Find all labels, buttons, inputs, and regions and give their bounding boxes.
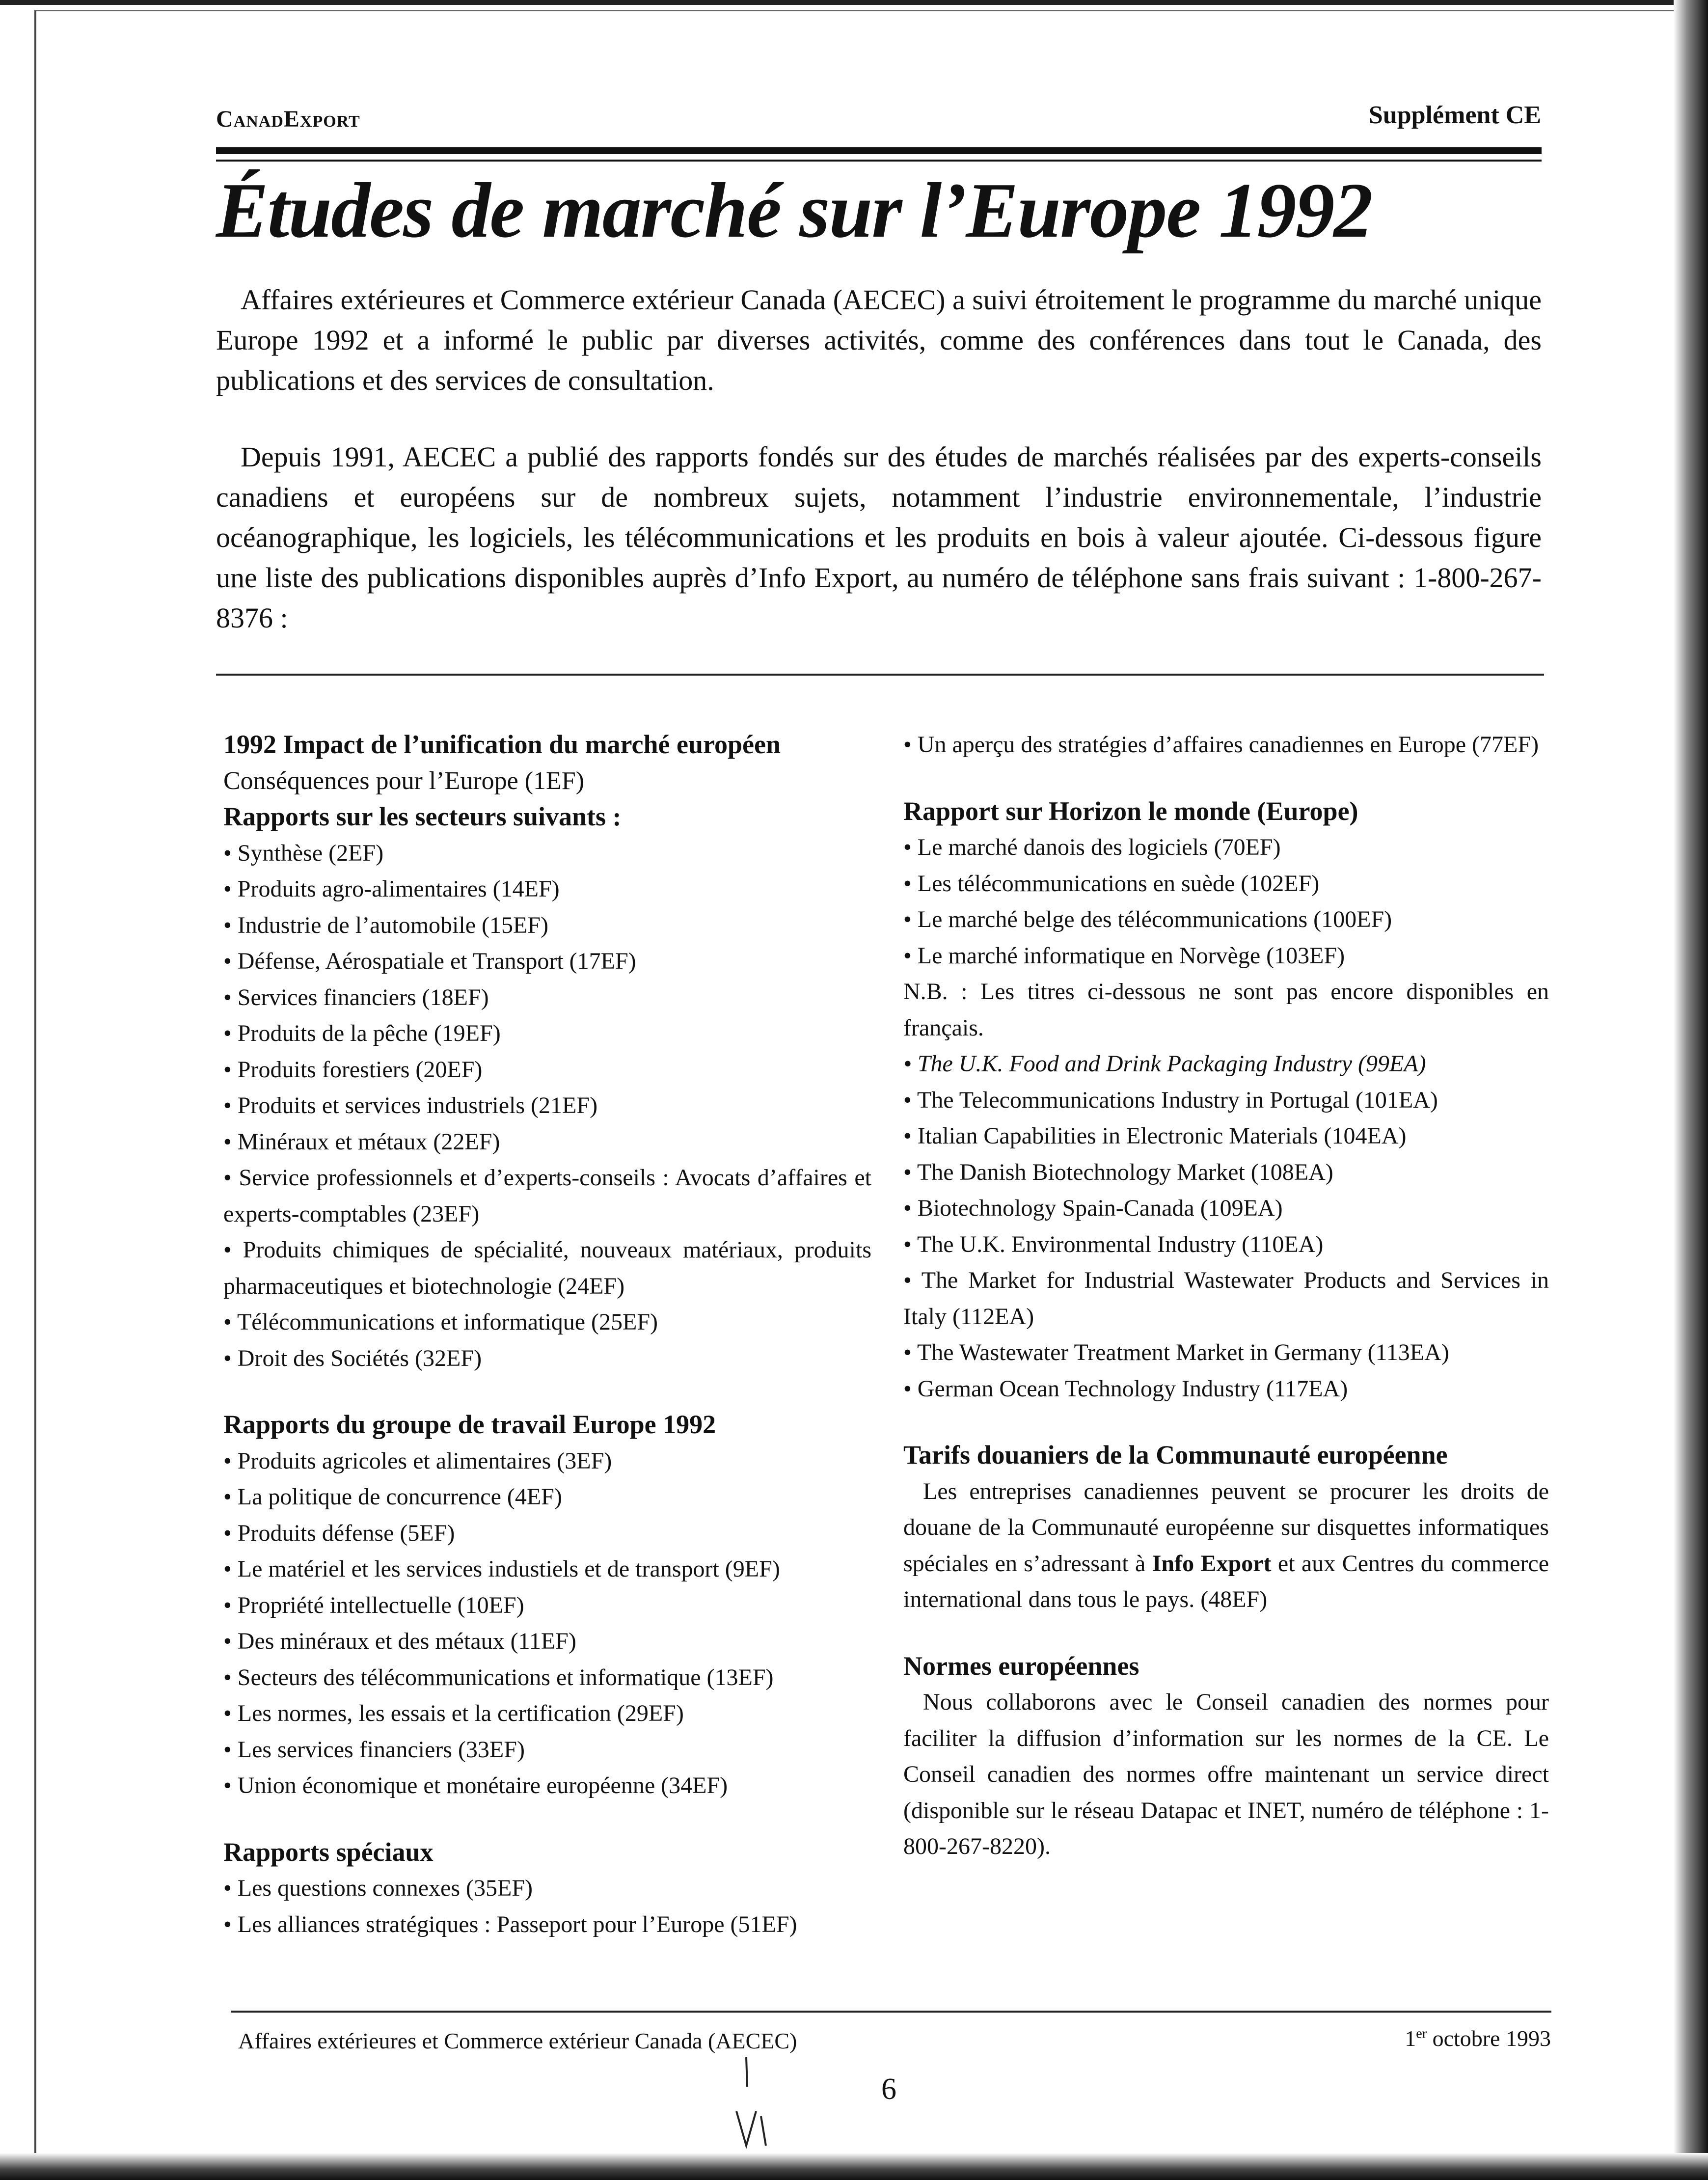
section-divider bbox=[216, 674, 1544, 676]
right-column bbox=[903, 727, 1549, 1865]
spacer bbox=[903, 1618, 1549, 1648]
list-item: • Produits agro-alimentaires (14EF) bbox=[223, 876, 560, 902]
list-item: • The U.K. Food and Drink Packaging Industry (99EA) bbox=[903, 1051, 1426, 1077]
scan-top-edge bbox=[0, 0, 1708, 5]
spacer bbox=[223, 1376, 871, 1407]
list-item: • Défense, Aérospatiale et Transport (17EF) bbox=[223, 948, 636, 974]
list-item: • La politique de concurrence (4EF) bbox=[223, 1484, 562, 1510]
list-item: • Minéraux et métaux (22EF) bbox=[223, 1128, 500, 1155]
list-item: • Les normes, les essais et la certification (29EF) bbox=[223, 1700, 684, 1726]
standards-heading: Normes européennes bbox=[903, 1651, 1139, 1681]
list-item: • Le marché belge des télécommunications (100EF) bbox=[903, 906, 1392, 932]
info-export-name: Info Export bbox=[1152, 1550, 1272, 1577]
list-item: • Un aperçu des stratégies d’affaires canadiennes en Europe (77EF) bbox=[903, 732, 1539, 758]
spacer bbox=[223, 1804, 871, 1834]
list-item: • Service professionnels et d’experts-conseils : Avocats d’affaires et experts-comptables (23EF) bbox=[223, 1165, 871, 1227]
supplement-label: Supplément CE bbox=[1368, 101, 1541, 129]
list-item: • Produits chimiques de spécialité, nouveaux matériaux, produits pharmaceutiques et biotechnologie (24EF) bbox=[223, 1237, 871, 1299]
list-item: • Les télécommunications en suède (102EF) bbox=[903, 870, 1320, 897]
sectors-heading: Rapports sur les secteurs suivants : bbox=[223, 802, 622, 831]
date-day: 1 bbox=[1405, 2026, 1416, 2051]
list-item: • Droit des Sociétés (32EF) bbox=[223, 1345, 482, 1371]
page-number: 6 bbox=[881, 2072, 896, 2106]
standards-paragraph: Nous collaborons avec le Conseil canadien des normes pour faciliter la diffusion d’information sur les normes de la CE. Le Conseil canadien des normes offre maintenant un service direct (disponible sur le réseau Datapac et INET, numéro de téléphone : 1-800-267-8220). bbox=[903, 1689, 1549, 1859]
tariffs-heading: Tarifs douaniers de la Communauté européenne bbox=[903, 1440, 1448, 1470]
spacer bbox=[903, 1407, 1549, 1437]
pen-mark-icon bbox=[712, 2052, 781, 2151]
list-item: • The Wastewater Treatment Market in Germany (113EA) bbox=[903, 1339, 1449, 1365]
list-item: • Les services financiers (33EF) bbox=[223, 1736, 525, 1763]
working-group-heading: Rapports du groupe de travail Europe 1992 bbox=[223, 1410, 716, 1439]
intro-paragraph-2: Depuis 1991, AECEC a publié des rapports fondés sur des études de marchés réalisées par des experts-conseils canadiens et européens sur de nombreux sujets, notamment l’industrie environnementale, l’industrie océanographique, les logiciels, les télécommunications et les produits en bois à valeur ajoutée. Ci-dessous figure une liste des publications disponibles auprès d’Info Export, au numéro de téléphone sans frais suivant : 1-800-267-8376 : bbox=[216, 441, 1542, 634]
list-item: • Biotechnology Spain-Canada (109EA) bbox=[903, 1195, 1283, 1221]
tariffs-text: Les entreprises canadiennes peuvent se procurer les droits de douane de la Communauté européenne sur disquettes informatiques spéciales en s’adressant à bbox=[903, 1478, 1549, 1577]
list-item: • Services financiers (18EF) bbox=[223, 984, 489, 1010]
date-rest: octobre 1993 bbox=[1427, 2026, 1551, 2051]
spacer bbox=[903, 763, 1549, 793]
page-title: Études de marché sur l’Europe 1992 bbox=[216, 166, 1372, 254]
list-item: • The Telecommunications Industry in Portugal (101EA) bbox=[903, 1087, 1438, 1113]
tariffs-paragraph bbox=[903, 1473, 1549, 1618]
list-item: • Produits de la pêche (19EF) bbox=[223, 1020, 501, 1046]
list-item: • Italian Capabilities in Electronic Materials (104EA) bbox=[903, 1123, 1407, 1149]
header-rule bbox=[216, 147, 1542, 154]
list-item: • Produits forestiers (20EF) bbox=[223, 1056, 483, 1083]
list-item: • Secteurs des télécommunications et informatique (13EF) bbox=[223, 1664, 774, 1690]
footer-date bbox=[1405, 2025, 1551, 2051]
scan-right-edge bbox=[1674, 0, 1708, 2180]
horizon-heading: Rapport sur Horizon le monde (Europe) bbox=[903, 796, 1358, 826]
list-item: • Les questions connexes (35EF) bbox=[223, 1875, 533, 1901]
list-item: • Produits agricoles et alimentaires (3EF) bbox=[223, 1447, 612, 1474]
list-item: • Produits défense (5EF) bbox=[223, 1520, 455, 1546]
scan-bottom-edge bbox=[0, 2153, 1708, 2180]
list-item: • Union économique et monétaire européenne (34EF) bbox=[223, 1772, 728, 1798]
left-column bbox=[223, 727, 871, 1942]
impact-subtitle: Conséquences pour l’Europe (1EF) bbox=[223, 766, 585, 795]
footer-publisher: Affaires extérieures et Commerce extérieur Canada (AECEC) bbox=[238, 2028, 797, 2053]
special-heading: Rapports spéciaux bbox=[223, 1837, 434, 1867]
list-item: • The Danish Biotechnology Market (108EA) bbox=[903, 1159, 1333, 1185]
footer-rule bbox=[231, 2011, 1551, 2013]
list-item: • Produits et services industriels (21EF) bbox=[223, 1092, 598, 1118]
list-item: • Industrie de l’automobile (15EF) bbox=[223, 912, 548, 938]
list-item: • Le marché danois des logiciels (70EF) bbox=[903, 834, 1281, 860]
list-item: • Télécommunications et informatique (25EF) bbox=[223, 1309, 658, 1335]
availability-note: N.B. : Les titres ci-dessous ne sont pas encore disponibles en français. bbox=[903, 979, 1549, 1041]
list-item: • Les alliances stratégiques : Passeport pour l’Europe (51EF) bbox=[223, 1911, 797, 1937]
publication-name: CanadExport bbox=[216, 106, 360, 132]
list-item: • The U.K. Environmental Industry (110EA) bbox=[903, 1231, 1324, 1257]
tariffs-text-end: et aux Centres du commerce international dans tous le pays. (48EF) bbox=[903, 1550, 1549, 1612]
impact-heading: 1992 Impact de l’unification du marché européen bbox=[223, 730, 781, 759]
list-item: • Le marché informatique en Norvège (103EF) bbox=[903, 942, 1345, 969]
date-suffix: er bbox=[1416, 2026, 1427, 2042]
list-item: • Le matériel et les services industiels et de transport (9EF) bbox=[223, 1556, 780, 1582]
list-item: • Synthèse (2EF) bbox=[223, 840, 384, 866]
list-item: • Propriété intellectuelle (10EF) bbox=[223, 1592, 524, 1618]
list-item: • Des minéraux et des métaux (11EF) bbox=[223, 1628, 576, 1654]
header-rule-thin bbox=[216, 160, 1542, 162]
intro-paragraph-1: Affaires extérieures et Commerce extérieur Canada (AECEC) a suivi étroitement le programme du marché unique Europe 1992 et a informé le public par diverses activités, comme des conférences dans tout le Canada, des publications et des services de consultation. bbox=[216, 284, 1542, 396]
list-item: • The Market for Industrial Wastewater Products and Services in Italy (112EA) bbox=[903, 1267, 1549, 1330]
list-item: • German Ocean Technology Industry (117EA) bbox=[903, 1375, 1348, 1402]
